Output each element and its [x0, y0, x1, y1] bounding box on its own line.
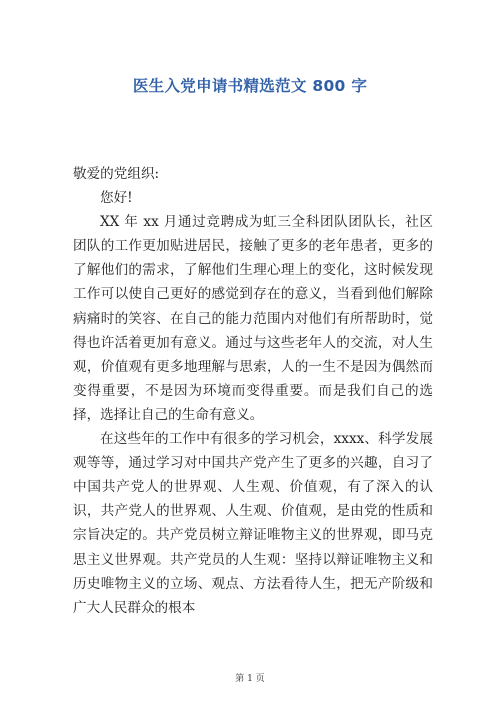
salutation: 敬爱的党组织:	[73, 166, 160, 182]
page-number: 第 1 页	[235, 674, 265, 684]
paragraph-2: 在这些年的工作中有很多的学习机会，xxxx、科学发展观等等，通过学习对中国共产党产生了更多的兴趣，自习了中国共产党人的世界观、人生观、价值观，有了深入的认识，共产党人的世界观、人生观、价值观，是由党的性质和宗旨决定的。共产党员树立辩证唯物主义的世界观，即马克思主义世界观。共产党员的人生观：坚持以辩证唯物主义和历史唯物主义的立场、观点、方法看待人生，把无产阶级和广大人民群众的根本	[73, 431, 433, 616]
document-title: 医生入党申请书精选范文 800 字	[132, 77, 368, 95]
document-body	[73, 162, 433, 620]
greeting: 您好!	[100, 190, 133, 207]
paragraph-1: XX 年 xx 月通过竞聘成为虹三全科团队团队长，社区团队的工作更加贴进居民，接触了更多的老年患者，更多的了解他们的需求，了解他们生理心理上的变化，这时候发现工作可以使自己更好的感觉到存在的意义，当看到他们解除病痛时的笑容、在自己的能力范围内对他们有所帮助时，觉得也许活着更加有意义。通过与这些老年人的交流，对人生观，价值观有更多地理解与思索，人的一生不是因为偶然而变得重要，不是因为环境而变得重要。而是我们自己的选择，选择让自己的生命有意义。	[73, 214, 433, 423]
